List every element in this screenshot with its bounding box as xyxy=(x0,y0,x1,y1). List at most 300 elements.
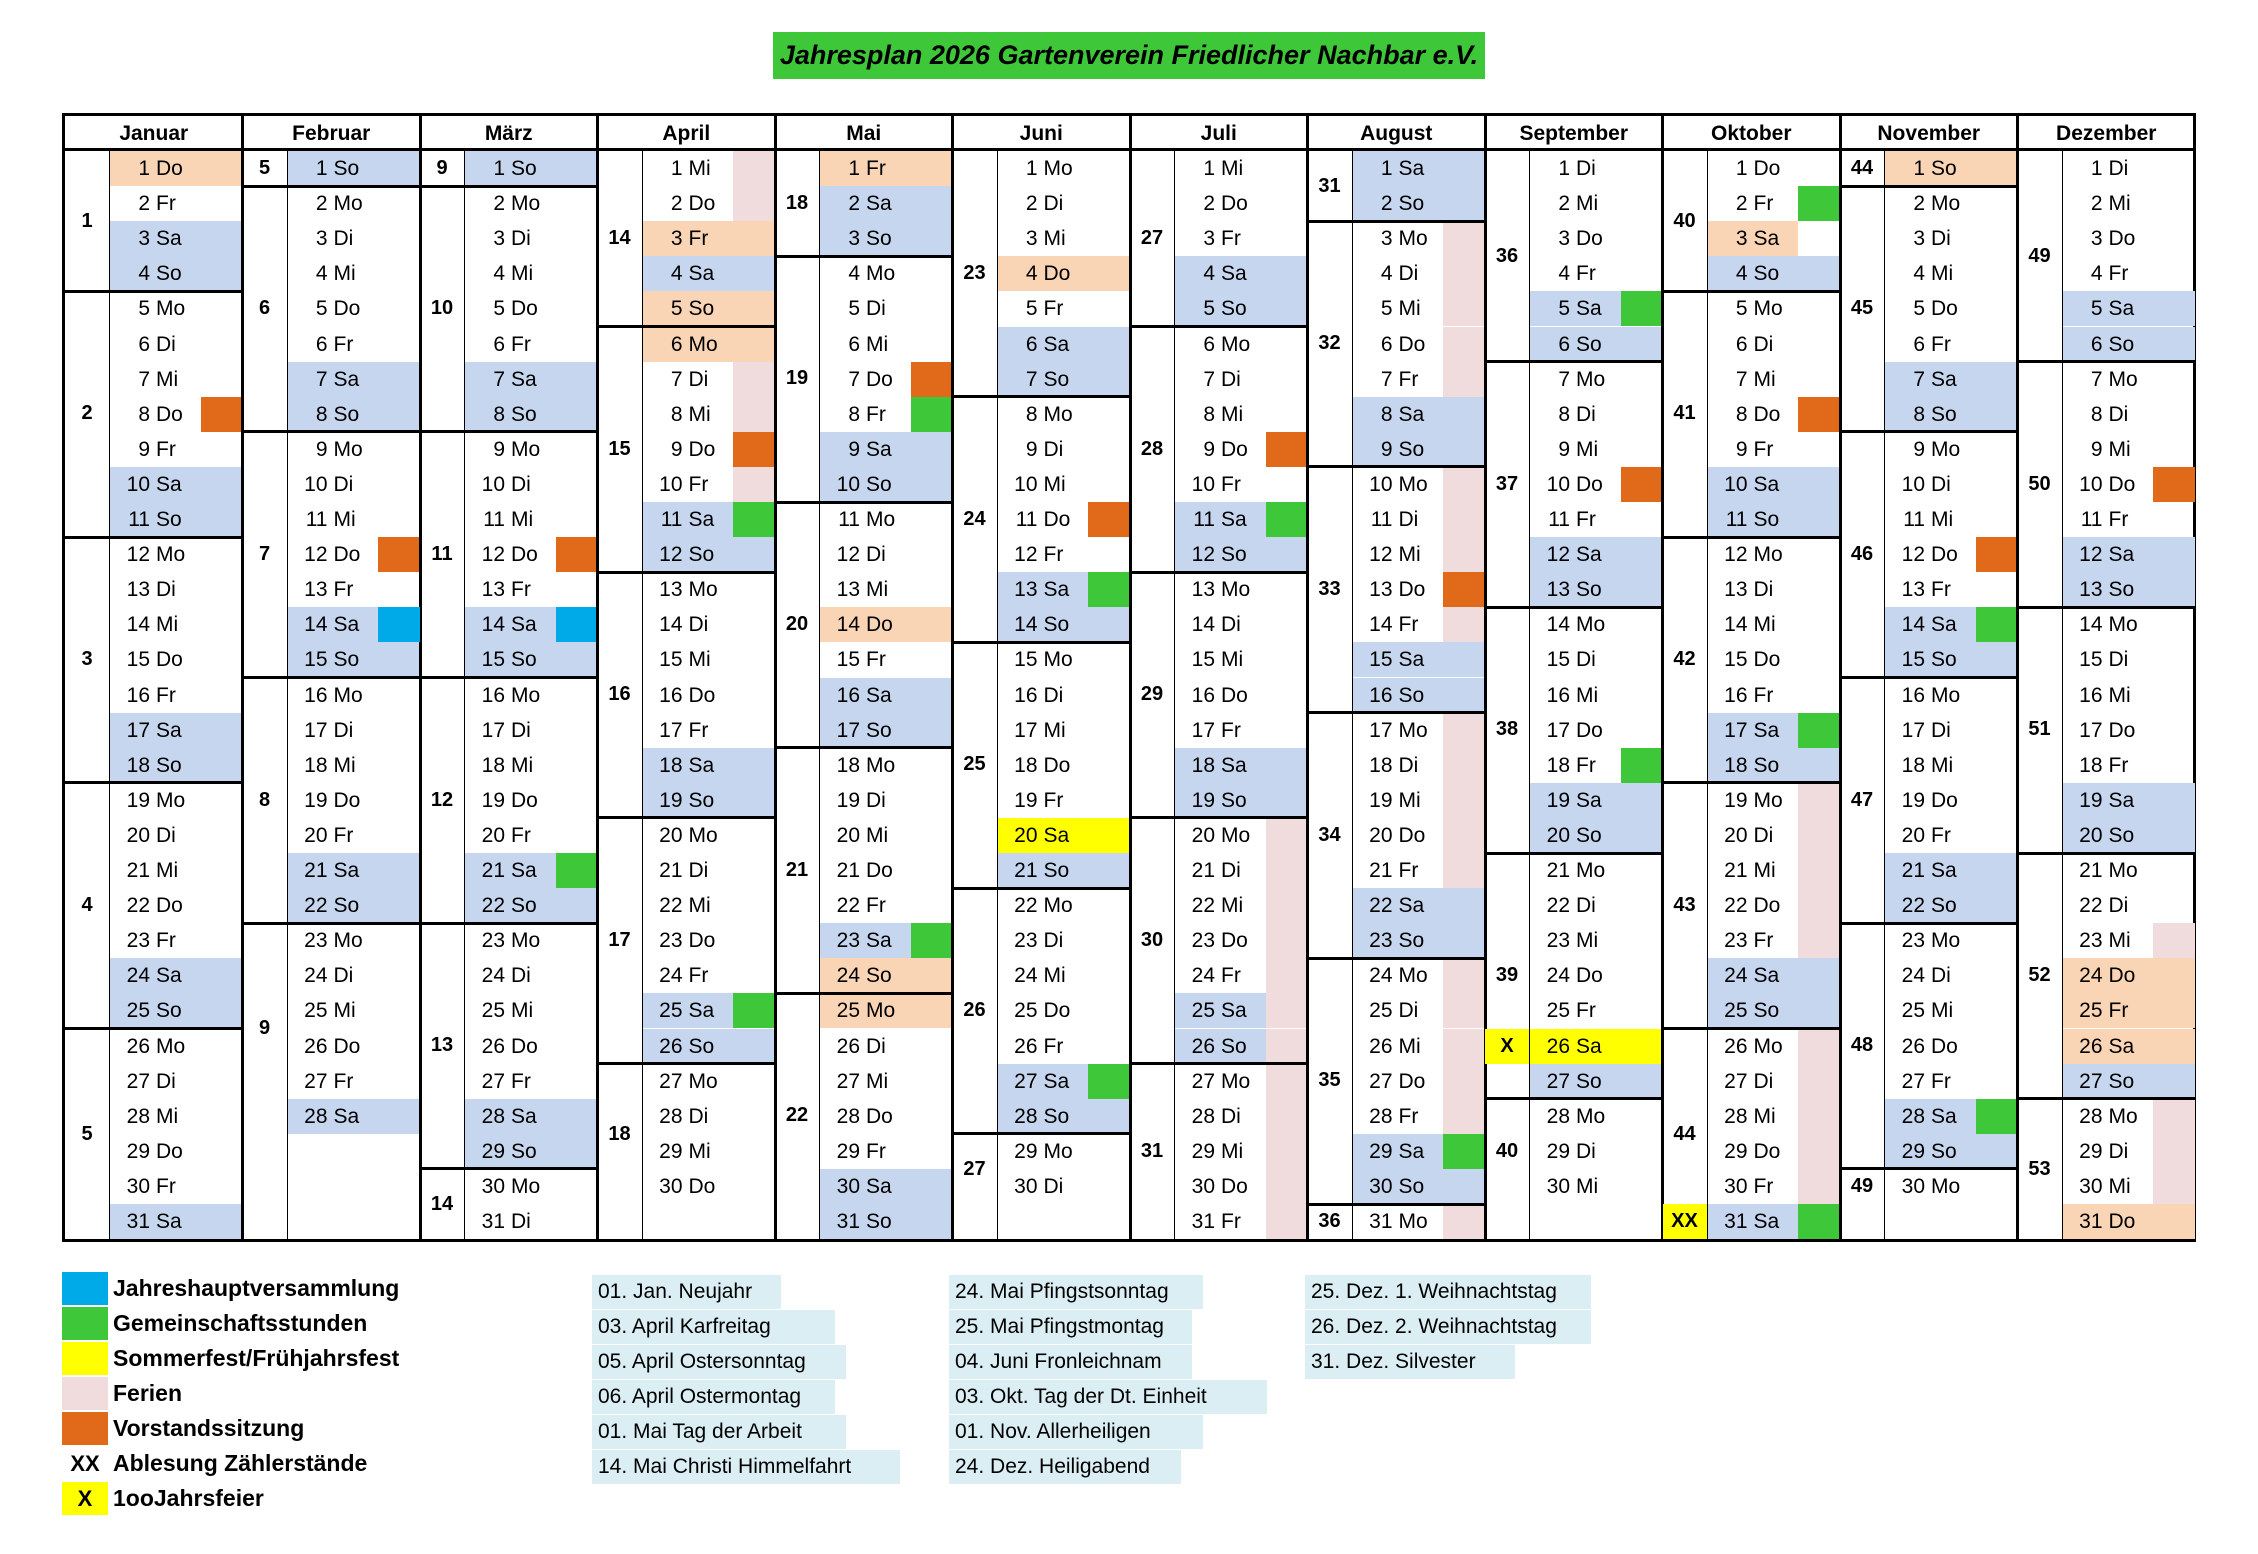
day-cell[interactable] xyxy=(2063,256,2154,291)
day-cell[interactable] xyxy=(1353,327,1444,362)
day-cell[interactable] xyxy=(1885,783,1976,818)
day-cell[interactable] xyxy=(2063,362,2154,397)
day-cell[interactable] xyxy=(1708,256,1799,291)
day-cell[interactable] xyxy=(110,256,201,291)
day-cell[interactable] xyxy=(998,397,1089,432)
day-cell[interactable] xyxy=(1530,748,1621,783)
day-cell[interactable] xyxy=(1530,1064,1621,1099)
day-cell[interactable] xyxy=(1885,397,1976,432)
day-cell[interactable] xyxy=(1708,818,1799,853)
day-cell[interactable] xyxy=(820,221,911,256)
day-cell[interactable] xyxy=(1175,362,1266,397)
day-cell[interactable] xyxy=(465,1064,556,1099)
day-cell[interactable] xyxy=(288,1099,379,1134)
day-cell[interactable] xyxy=(998,432,1089,467)
day-cell[interactable] xyxy=(465,221,556,256)
day-cell[interactable] xyxy=(1885,502,1976,537)
day-cell[interactable] xyxy=(110,748,201,783)
day-cell[interactable] xyxy=(2063,713,2154,748)
day-cell[interactable] xyxy=(1708,362,1799,397)
day-cell[interactable] xyxy=(465,186,556,221)
day-cell[interactable] xyxy=(1530,642,1621,677)
day-cell[interactable] xyxy=(998,572,1089,607)
day-cell[interactable] xyxy=(1885,642,1976,677)
day-cell[interactable] xyxy=(1353,923,1444,958)
day-cell[interactable] xyxy=(1175,502,1266,537)
day-cell[interactable] xyxy=(820,993,911,1028)
day-cell[interactable] xyxy=(1353,1029,1444,1064)
day-cell[interactable] xyxy=(288,607,379,642)
day-cell[interactable] xyxy=(1885,572,1976,607)
day-cell[interactable] xyxy=(110,432,201,467)
day-cell[interactable] xyxy=(643,1029,734,1064)
day-cell[interactable] xyxy=(998,291,1089,326)
day-cell[interactable] xyxy=(998,1029,1089,1064)
day-cell[interactable] xyxy=(288,291,379,326)
day-cell[interactable] xyxy=(643,186,734,221)
day-cell[interactable] xyxy=(643,713,734,748)
day-cell[interactable] xyxy=(820,467,911,502)
day-cell[interactable] xyxy=(2063,678,2154,713)
day-cell[interactable] xyxy=(465,748,556,783)
day-cell[interactable] xyxy=(288,537,379,572)
day-cell[interactable] xyxy=(1708,221,1799,256)
day-cell[interactable] xyxy=(288,432,379,467)
day-cell[interactable] xyxy=(1175,537,1266,572)
day-cell[interactable] xyxy=(110,958,201,993)
day-cell[interactable] xyxy=(1708,1169,1799,1204)
day-cell[interactable] xyxy=(465,1029,556,1064)
day-cell[interactable] xyxy=(1708,502,1799,537)
day-cell[interactable] xyxy=(820,818,911,853)
day-cell[interactable] xyxy=(1885,748,1976,783)
day-cell[interactable] xyxy=(110,186,201,221)
day-cell[interactable] xyxy=(1530,818,1621,853)
day-cell[interactable] xyxy=(288,327,379,362)
day-cell[interactable] xyxy=(110,151,201,186)
day-cell[interactable] xyxy=(643,362,734,397)
day-cell[interactable] xyxy=(1175,923,1266,958)
day-cell[interactable] xyxy=(288,186,379,221)
day-cell[interactable] xyxy=(998,186,1089,221)
day-cell[interactable] xyxy=(643,221,734,256)
day-cell[interactable] xyxy=(1353,291,1444,326)
day-cell[interactable] xyxy=(288,853,379,888)
day-cell[interactable] xyxy=(288,1064,379,1099)
day-cell[interactable] xyxy=(1353,537,1444,572)
day-cell[interactable] xyxy=(1530,678,1621,713)
day-cell[interactable] xyxy=(998,607,1089,642)
day-cell[interactable] xyxy=(1175,888,1266,923)
day-cell[interactable] xyxy=(110,783,201,818)
day-cell[interactable] xyxy=(465,642,556,677)
day-cell[interactable] xyxy=(820,958,911,993)
day-cell[interactable] xyxy=(820,1169,911,1204)
day-cell[interactable] xyxy=(1353,1204,1444,1239)
day-cell[interactable] xyxy=(465,327,556,362)
day-cell[interactable] xyxy=(1885,327,1976,362)
day-cell[interactable] xyxy=(465,888,556,923)
day-cell[interactable] xyxy=(288,678,379,713)
day-cell[interactable] xyxy=(1353,186,1444,221)
day-cell[interactable] xyxy=(998,1169,1089,1204)
day-cell[interactable] xyxy=(1530,221,1621,256)
day-cell[interactable] xyxy=(1708,783,1799,818)
day-cell[interactable] xyxy=(288,362,379,397)
day-cell[interactable] xyxy=(998,467,1089,502)
day-cell[interactable] xyxy=(820,186,911,221)
day-cell[interactable] xyxy=(465,607,556,642)
day-cell[interactable] xyxy=(1530,256,1621,291)
day-cell[interactable] xyxy=(1530,1099,1621,1134)
day-cell[interactable] xyxy=(1708,327,1799,362)
day-cell[interactable] xyxy=(1530,1134,1621,1169)
day-cell[interactable] xyxy=(110,607,201,642)
day-cell[interactable] xyxy=(820,923,911,958)
day-cell[interactable] xyxy=(1353,362,1444,397)
day-cell[interactable] xyxy=(288,467,379,502)
day-cell[interactable] xyxy=(1885,678,1976,713)
day-cell[interactable] xyxy=(643,853,734,888)
day-cell[interactable] xyxy=(288,923,379,958)
day-cell[interactable] xyxy=(643,607,734,642)
day-cell[interactable] xyxy=(110,1099,201,1134)
day-cell[interactable] xyxy=(643,678,734,713)
day-cell[interactable] xyxy=(1708,642,1799,677)
day-cell[interactable] xyxy=(998,783,1089,818)
day-cell[interactable] xyxy=(1708,432,1799,467)
day-cell[interactable] xyxy=(643,642,734,677)
day-cell[interactable] xyxy=(820,888,911,923)
day-cell[interactable] xyxy=(1885,291,1976,326)
day-cell[interactable] xyxy=(110,993,201,1028)
day-cell[interactable] xyxy=(288,783,379,818)
day-cell[interactable] xyxy=(1175,1204,1266,1239)
day-cell[interactable] xyxy=(1353,572,1444,607)
day-cell[interactable] xyxy=(465,397,556,432)
day-cell[interactable] xyxy=(288,397,379,432)
day-cell[interactable] xyxy=(110,923,201,958)
day-cell[interactable] xyxy=(2063,783,2154,818)
day-cell[interactable] xyxy=(820,748,911,783)
day-cell[interactable] xyxy=(643,888,734,923)
day-cell[interactable] xyxy=(998,748,1089,783)
day-cell[interactable] xyxy=(820,678,911,713)
day-cell[interactable] xyxy=(1530,186,1621,221)
day-cell[interactable] xyxy=(465,1099,556,1134)
day-cell[interactable] xyxy=(465,678,556,713)
day-cell[interactable] xyxy=(110,362,201,397)
day-cell[interactable] xyxy=(1530,923,1621,958)
day-cell[interactable] xyxy=(1353,642,1444,677)
day-cell[interactable] xyxy=(110,642,201,677)
day-cell[interactable] xyxy=(1175,572,1266,607)
day-cell[interactable] xyxy=(1175,642,1266,677)
day-cell[interactable] xyxy=(2063,327,2154,362)
day-cell[interactable] xyxy=(1885,1064,1976,1099)
day-cell[interactable] xyxy=(643,1099,734,1134)
day-cell[interactable] xyxy=(465,256,556,291)
day-cell[interactable] xyxy=(1530,958,1621,993)
day-cell[interactable] xyxy=(2063,1099,2154,1134)
day-cell[interactable] xyxy=(1353,151,1444,186)
day-cell[interactable] xyxy=(1353,1099,1444,1134)
day-cell[interactable] xyxy=(288,502,379,537)
day-cell[interactable] xyxy=(1353,713,1444,748)
day-cell[interactable] xyxy=(1175,1169,1266,1204)
day-cell[interactable] xyxy=(2063,572,2154,607)
day-cell[interactable] xyxy=(2063,502,2154,537)
day-cell[interactable] xyxy=(110,291,201,326)
day-cell[interactable] xyxy=(2063,888,2154,923)
day-cell[interactable] xyxy=(465,783,556,818)
day-cell[interactable] xyxy=(1708,993,1799,1028)
day-cell[interactable] xyxy=(288,221,379,256)
day-cell[interactable] xyxy=(465,537,556,572)
day-cell[interactable] xyxy=(820,291,911,326)
day-cell[interactable] xyxy=(998,537,1089,572)
day-cell[interactable] xyxy=(820,1099,911,1134)
day-cell[interactable] xyxy=(1175,993,1266,1028)
day-cell[interactable] xyxy=(1885,607,1976,642)
day-cell[interactable] xyxy=(1885,853,1976,888)
day-cell[interactable] xyxy=(1175,713,1266,748)
day-cell[interactable] xyxy=(820,713,911,748)
day-cell[interactable] xyxy=(643,291,734,326)
day-cell[interactable] xyxy=(1175,432,1266,467)
day-cell[interactable] xyxy=(110,1029,201,1064)
day-cell[interactable] xyxy=(1885,221,1976,256)
day-cell[interactable] xyxy=(998,958,1089,993)
day-cell[interactable] xyxy=(1353,993,1444,1028)
day-cell[interactable] xyxy=(1708,888,1799,923)
day-cell[interactable] xyxy=(2063,923,2154,958)
day-cell[interactable] xyxy=(1708,537,1799,572)
day-cell[interactable] xyxy=(1530,853,1621,888)
day-cell[interactable] xyxy=(1353,1134,1444,1169)
day-cell[interactable] xyxy=(1530,397,1621,432)
day-cell[interactable] xyxy=(1530,713,1621,748)
day-cell[interactable] xyxy=(643,1064,734,1099)
day-cell[interactable] xyxy=(110,537,201,572)
day-cell[interactable] xyxy=(2063,853,2154,888)
day-cell[interactable] xyxy=(1885,923,1976,958)
day-cell[interactable] xyxy=(1885,713,1976,748)
day-cell[interactable] xyxy=(110,221,201,256)
day-cell[interactable] xyxy=(1708,1099,1799,1134)
day-cell[interactable] xyxy=(465,291,556,326)
day-cell[interactable] xyxy=(643,327,734,362)
day-cell[interactable] xyxy=(998,151,1089,186)
day-cell[interactable] xyxy=(2063,607,2154,642)
day-cell[interactable] xyxy=(820,537,911,572)
day-cell[interactable] xyxy=(465,1204,556,1239)
day-cell[interactable] xyxy=(1175,221,1266,256)
day-cell[interactable] xyxy=(1708,291,1799,326)
day-cell[interactable] xyxy=(110,1204,201,1239)
day-cell[interactable] xyxy=(1353,1064,1444,1099)
day-cell[interactable] xyxy=(1175,853,1266,888)
day-cell[interactable] xyxy=(1530,502,1621,537)
day-cell[interactable] xyxy=(110,713,201,748)
day-cell[interactable] xyxy=(643,397,734,432)
day-cell[interactable] xyxy=(110,397,201,432)
day-cell[interactable] xyxy=(288,888,379,923)
day-cell[interactable] xyxy=(1885,467,1976,502)
day-cell[interactable] xyxy=(110,467,201,502)
day-cell[interactable] xyxy=(998,256,1089,291)
day-cell[interactable] xyxy=(1530,783,1621,818)
day-cell[interactable] xyxy=(1708,923,1799,958)
day-cell[interactable] xyxy=(1708,1029,1799,1064)
day-cell[interactable] xyxy=(2063,818,2154,853)
day-cell[interactable] xyxy=(2063,151,2154,186)
day-cell[interactable] xyxy=(288,818,379,853)
day-cell[interactable] xyxy=(1353,853,1444,888)
day-cell[interactable] xyxy=(1885,1099,1976,1134)
day-cell[interactable] xyxy=(1885,186,1976,221)
day-cell[interactable] xyxy=(820,256,911,291)
day-cell[interactable] xyxy=(2063,291,2154,326)
day-cell[interactable] xyxy=(2063,993,2154,1028)
day-cell[interactable] xyxy=(465,958,556,993)
day-cell[interactable] xyxy=(998,1099,1089,1134)
day-cell[interactable] xyxy=(643,572,734,607)
day-cell[interactable] xyxy=(465,923,556,958)
day-cell[interactable] xyxy=(1175,1064,1266,1099)
day-cell[interactable] xyxy=(1530,888,1621,923)
day-cell[interactable] xyxy=(2063,186,2154,221)
day-cell[interactable] xyxy=(643,502,734,537)
day-cell[interactable] xyxy=(1175,151,1266,186)
day-cell[interactable] xyxy=(1353,888,1444,923)
day-cell[interactable] xyxy=(2063,1029,2154,1064)
day-cell[interactable] xyxy=(998,327,1089,362)
day-cell[interactable] xyxy=(1885,256,1976,291)
day-cell[interactable] xyxy=(998,993,1089,1028)
day-cell[interactable] xyxy=(1708,467,1799,502)
day-cell[interactable] xyxy=(1353,256,1444,291)
day-cell[interactable] xyxy=(2063,397,2154,432)
day-cell[interactable] xyxy=(2063,432,2154,467)
day-cell[interactable] xyxy=(820,502,911,537)
day-cell[interactable] xyxy=(1353,748,1444,783)
day-cell[interactable] xyxy=(643,1169,734,1204)
day-cell[interactable] xyxy=(1885,993,1976,1028)
day-cell[interactable] xyxy=(110,678,201,713)
day-cell[interactable] xyxy=(1530,537,1621,572)
day-cell[interactable] xyxy=(1175,958,1266,993)
day-cell[interactable] xyxy=(1530,607,1621,642)
day-cell[interactable] xyxy=(288,151,379,186)
day-cell[interactable] xyxy=(820,853,911,888)
day-cell[interactable] xyxy=(998,1134,1089,1169)
day-cell[interactable] xyxy=(1708,853,1799,888)
day-cell[interactable] xyxy=(2063,1169,2154,1204)
day-cell[interactable] xyxy=(998,678,1089,713)
day-cell[interactable] xyxy=(1530,1029,1621,1064)
day-cell[interactable] xyxy=(465,572,556,607)
day-cell[interactable] xyxy=(998,853,1089,888)
day-cell[interactable] xyxy=(998,221,1089,256)
day-cell[interactable] xyxy=(643,432,734,467)
day-cell[interactable] xyxy=(1530,362,1621,397)
day-cell[interactable] xyxy=(1530,993,1621,1028)
day-cell[interactable] xyxy=(820,327,911,362)
day-cell[interactable] xyxy=(465,362,556,397)
day-cell[interactable] xyxy=(1175,1134,1266,1169)
day-cell[interactable] xyxy=(1530,327,1621,362)
day-cell[interactable] xyxy=(2063,221,2154,256)
day-cell[interactable] xyxy=(110,327,201,362)
day-cell[interactable] xyxy=(1353,502,1444,537)
day-cell[interactable] xyxy=(820,432,911,467)
day-cell[interactable] xyxy=(820,362,911,397)
day-cell[interactable] xyxy=(1885,1029,1976,1064)
day-cell[interactable] xyxy=(1708,748,1799,783)
day-cell[interactable] xyxy=(465,713,556,748)
day-cell[interactable] xyxy=(998,713,1089,748)
day-cell[interactable] xyxy=(1353,221,1444,256)
day-cell[interactable] xyxy=(643,958,734,993)
day-cell[interactable] xyxy=(1530,432,1621,467)
day-cell[interactable] xyxy=(1708,1134,1799,1169)
day-cell[interactable] xyxy=(1885,432,1976,467)
day-cell[interactable] xyxy=(1353,1169,1444,1204)
day-cell[interactable] xyxy=(643,1134,734,1169)
day-cell[interactable] xyxy=(820,397,911,432)
day-cell[interactable] xyxy=(465,993,556,1028)
day-cell[interactable] xyxy=(2063,1134,2154,1169)
day-cell[interactable] xyxy=(1708,397,1799,432)
day-cell[interactable] xyxy=(820,1204,911,1239)
day-cell[interactable] xyxy=(1353,783,1444,818)
day-cell[interactable] xyxy=(2063,467,2154,502)
day-cell[interactable] xyxy=(2063,537,2154,572)
day-cell[interactable] xyxy=(465,1169,556,1204)
day-cell[interactable] xyxy=(998,642,1089,677)
day-cell[interactable] xyxy=(288,572,379,607)
day-cell[interactable] xyxy=(1353,818,1444,853)
day-cell[interactable] xyxy=(1353,678,1444,713)
day-cell[interactable] xyxy=(643,783,734,818)
day-cell[interactable] xyxy=(1530,151,1621,186)
day-cell[interactable] xyxy=(1175,186,1266,221)
day-cell[interactable] xyxy=(1175,291,1266,326)
day-cell[interactable] xyxy=(1175,607,1266,642)
day-cell[interactable] xyxy=(820,607,911,642)
day-cell[interactable] xyxy=(110,1064,201,1099)
day-cell[interactable] xyxy=(998,888,1089,923)
day-cell[interactable] xyxy=(1708,186,1799,221)
day-cell[interactable] xyxy=(2063,1064,2154,1099)
day-cell[interactable] xyxy=(465,853,556,888)
day-cell[interactable] xyxy=(998,1064,1089,1099)
day-cell[interactable] xyxy=(110,502,201,537)
day-cell[interactable] xyxy=(110,818,201,853)
day-cell[interactable] xyxy=(465,151,556,186)
day-cell[interactable] xyxy=(1175,678,1266,713)
day-cell[interactable] xyxy=(2063,1204,2154,1239)
day-cell[interactable] xyxy=(465,432,556,467)
day-cell[interactable] xyxy=(2063,642,2154,677)
day-cell[interactable] xyxy=(1885,1169,1976,1204)
day-cell[interactable] xyxy=(1530,1169,1621,1204)
day-cell[interactable] xyxy=(998,502,1089,537)
day-cell[interactable] xyxy=(820,1134,911,1169)
day-cell[interactable] xyxy=(110,853,201,888)
day-cell[interactable] xyxy=(1175,467,1266,502)
